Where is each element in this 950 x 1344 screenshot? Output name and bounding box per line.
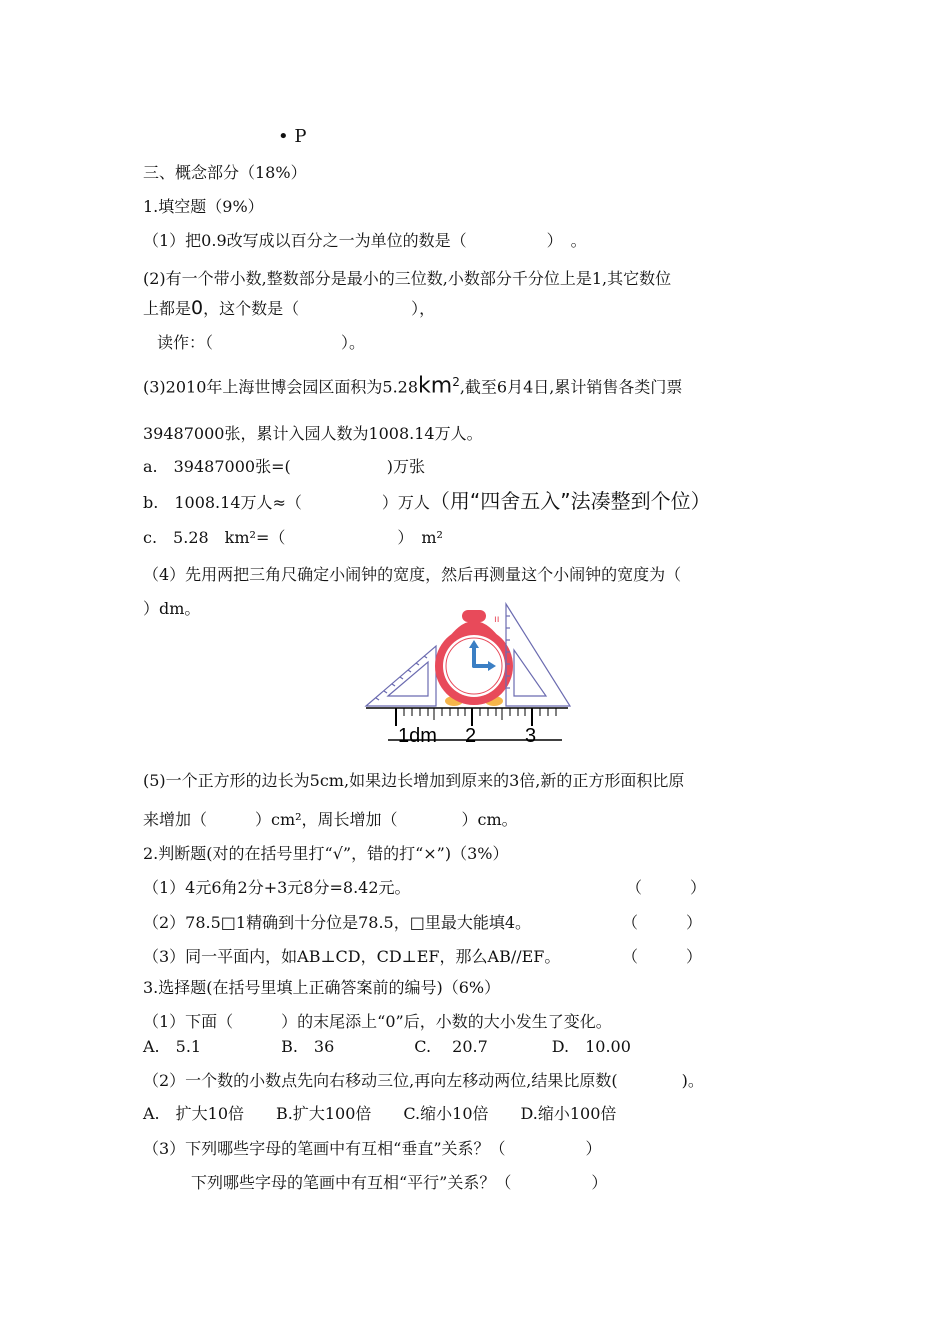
alarm-clock — [435, 610, 513, 706]
fill-item-3-c: c. 5.28 km²=（ ） m² — [143, 528, 443, 547]
judge-item-1: （1）4元6角2分+3元8分=8.42元。 — [143, 878, 411, 897]
fill-blank-title: 1.填空题（9%） — [143, 197, 264, 216]
fill-item-4-line-b: ）dm。 — [143, 599, 201, 618]
choice-item-1-options: A. 5.1 B. 36 C. 20.7 D. 10.00 — [143, 1037, 631, 1056]
fill-item-2-line-b: 上都是0，这个数是（ ）， — [143, 297, 436, 319]
judge-title: 2.判断题(对的在括号里打“√”，错的打“×”)（3%） — [143, 844, 509, 863]
choice-item-3-parallel: 下列哪些字母的笔画中有互相“平行”关系？（ ） — [191, 1173, 608, 1192]
ruler-label-1dm: 1dm — [398, 725, 437, 747]
fill-item-5-line-a: (5)一个正方形的边长为5cm,如果边长增加到原来的3倍,新的正方形面积比原 — [143, 771, 685, 790]
choice-item-1: （1）下面（ ）的末尾添上“0”后，小数的大小发生了变化。 — [143, 1012, 612, 1031]
choice-item-2-options: A. 扩大10倍 B.扩大100倍 C.缩小10倍 D.缩小100倍 — [143, 1104, 617, 1123]
point-p-label: • P — [278, 126, 307, 147]
fill-item-3-a: a. 39487000张=( )万张 — [143, 457, 425, 476]
judge-item-3: （3）同一平面内，如AB⊥CD，CD⊥EF，那么AB//EF。 — [143, 947, 561, 966]
choice-item-3-perpendicular: （3）下列哪些字母的笔画中有互相“垂直”关系？（ ） — [143, 1139, 602, 1158]
ruler-label-2: 2 — [465, 725, 477, 747]
fill-item-4-line-a: （4）先用两把三角尺确定小闹钟的宽度，然后再测量这个小闹钟的宽度为（ — [143, 565, 682, 584]
clock-ruler-figure — [362, 600, 574, 750]
fill-item-5-line-b: 来增加（ ）cm²，周长增加（ ）cm。 — [143, 810, 518, 829]
right-triangle-ruler — [506, 604, 570, 706]
section-heading: 三、概念部分（18%） — [143, 163, 307, 182]
judge-item-1-blank: （ ） — [626, 878, 707, 897]
fill-item-1: （1）把0.9改写成以百分之一为单位的数是（ ） 。 — [143, 231, 587, 250]
judge-item-3-blank: （ ） — [622, 947, 703, 966]
fill-item-3-line-a: (3)2010年上海世博会园区面积为$5.28km^2$,截至6月4日,累计销售各类门票 — [143, 373, 683, 399]
fill-item-3-b: b. 1008.14万人≈（ ）万人（用“四舍五入”法凑整到个位） — [143, 489, 711, 513]
choice-item-2: （2）一个数的小数点先向右移动三位,再向左移动两位,结果比原数( )。 — [143, 1071, 704, 1090]
fill-item-2-read: 读作：（ ）。 — [157, 333, 366, 352]
left-triangle-ruler — [366, 646, 436, 706]
svg-text:ıı: ıı — [494, 614, 500, 625]
judge-item-2-blank: （ ） — [622, 913, 703, 932]
fill-item-2-line-a: (2)有一个带小数,整数部分是最小的三位数,小数部分千分位上是1,其它数位 — [143, 269, 672, 288]
fill-item-3-line-b: 39487000张，累计入园人数为1008.14万人。 — [143, 424, 483, 443]
judge-item-2: （2）78.5□1精确到十分位是78.5，□里最大能填4。 — [143, 913, 532, 932]
choice-title: 3.选择题(在括号里填上正确答案前的编号)（6%） — [143, 978, 501, 997]
ruler-label-3: 3 — [525, 725, 537, 747]
